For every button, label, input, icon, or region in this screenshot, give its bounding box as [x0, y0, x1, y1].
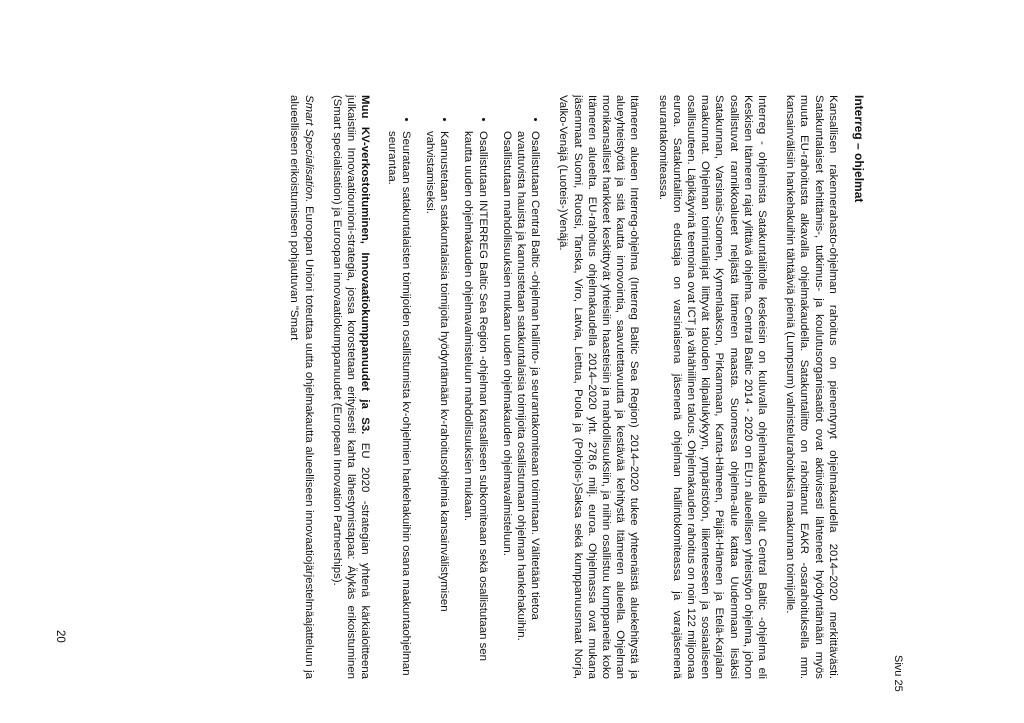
- bullet-list: [384, 95, 542, 679]
- paragraph-4-lead: Muu KV-verkostoituminen, Innovaatiokumppanuudet ja S3.: [359, 95, 372, 435]
- paragraph-2: Interreg - ohjelmista Satakuntaliitolle keskeisin on kuluvalla ohjelmakaudella ollut Central Baltic -ohjelma eli Keskisen Itämeren rajat ylittävä ohjelma. Central Baltic 2014 - 2020 on EU:n alueellisen yhteistyön ohjelma, johon osallistuvat rannikkoalueet neljästä Itämeren maasta. Suomessa ohjelma-alue kattaa Uudenmaan lisäksi Satakunnan, Varsinais-Suomen, Kymenlaakson, Pirkanmaan, Kanta-Hämeen, Päijät-Hämeen ja Etelä-Karjalan maakunnat. Ohjelman toimintalinjat liittyvät talouden kilpailukykyyn, ympäristöön, liikenteeseen ja sosiaaliseen osallisuuteen. Läpikäyvinä teemoina ovat ICT ja vähähiilinen talous. Ohjelmakauden rahoitus on noin 122 miljoonaa euroa. Satakuntaliiton edustaja on varsinaisena jäsenenä ohjelman hallintokomiteassa ja varajäsenenä seurantakomiteassa.: [656, 95, 768, 679]
- bullet-item: • Osallistutaan INTERREG Baltic Sea Region -ohjelman kansalliseen subkomiteaan sekä osallistutaan sen kautta uuden ohjelmakauden ohjelmavalmisteluun mahdollisuuksien mukaan.: [461, 131, 489, 679]
- bullet-item: • Osallistutaan Central Baltic -ohjelman hallinto- ja seurantakomiteaan toimintaan. Välitetään tietoa avautuvista hauista ja kannustetaan satakuntalaisia toimijoita osallistumaan ohjelman hankehakuihin. Osallistutaan mahdollisuuksien mukaan uuden ohjelmakauden ohjelmavalmisteluun.: [500, 131, 543, 679]
- paragraph-1: Kansallisen rakennerahasto-ohjelman rahoitus on pienentynyt ohjelmakaudella 2014–2020 merkittävästi. Satakuntalaiset kehittämis-, tutkimus- ja koulutusorganisaatiot ovat aktiivisesti lähteneet hyödyntämään myös muuta EU-rahoitusta alkavalla ohjelmakaudella. Satakuntaliitto on rahoittanut EAKR -osarahoituksella mm. kansainvälisiin hankehakuihin tähtääviä pieniä (Lumpsum) valmistelurahoituksia maakunnan toimijoille.: [784, 95, 839, 679]
- document-body: [273, 95, 866, 679]
- paragraph-4-text: EU 2020 -strategian yhtenä kärkialoitteena julkaistiin Innovaatiounioni-strategia, jossa korostetaan erityisesti kahta lähestymistapaa: Älykäs erikoistuminen (Smart specialisation) ja Euroopan innovaatiokumppanuudet (European Innovation Partnerships).: [330, 95, 372, 680]
- paragraph-5-lead: Smart Specialisation.: [302, 95, 315, 203]
- paragraph-5: [287, 95, 315, 679]
- page-number: 20: [54, 630, 66, 643]
- bullet-item: • Kannustetaan satakuntalaisia toimijoita hyödyntämään kv-rahoitusohjelmia kansainvälistymisen vahvistamiseksi.: [423, 131, 451, 679]
- page-label: Sivu 25: [892, 655, 904, 692]
- paragraph-3: Itämeren alueen Interreg-ohjelma (Interreg Baltic Sea Region) 2014–2020 tukee yhteenäistä aluekehitystä ja alueyhteistyötä ja sitä kautta innovointia, saavutettavuutta ja kestävää kehitystä Itämeren alueella. Ohjelman monikansalliset hankkeet keskittyvät yhteisiin haasteisiin ja mahdollisuuksiin, ja niihin osallistuu kumppaneita koko Itämeren alueelta. EU-rahoitus ohjelmakaudella 2014–2020 yht. 278,6 milj. euroa. Ohjelmassa ovat mukana jäsenmaat Suomi, Ruotsi, Tanska, Viro, Latvia, Liettua, Puola ja (Pohjois-)Saksa sekä kumppanuusmaat Norja, Valko-Venäjä (Luoteis-)Venäjä.: [557, 95, 641, 679]
- section-heading: Interreg – ohjelmat: [852, 95, 866, 203]
- paragraph-4: [330, 95, 373, 679]
- bullet-item: • Seurataan satakuntalaisten toimijoiden osallistumista kv-ohjelmien hankehakuihin osana maakuntaohjelman seurantaa.: [384, 131, 412, 679]
- paragraph-5-text: Euroopan Unioni toteuttaa uutta ohjelmakautta alueelliseen innovaatiojärjestelmäajatteluun ja alueelliseen erikoistumiseen pohjautuvan "Smart: [288, 95, 315, 679]
